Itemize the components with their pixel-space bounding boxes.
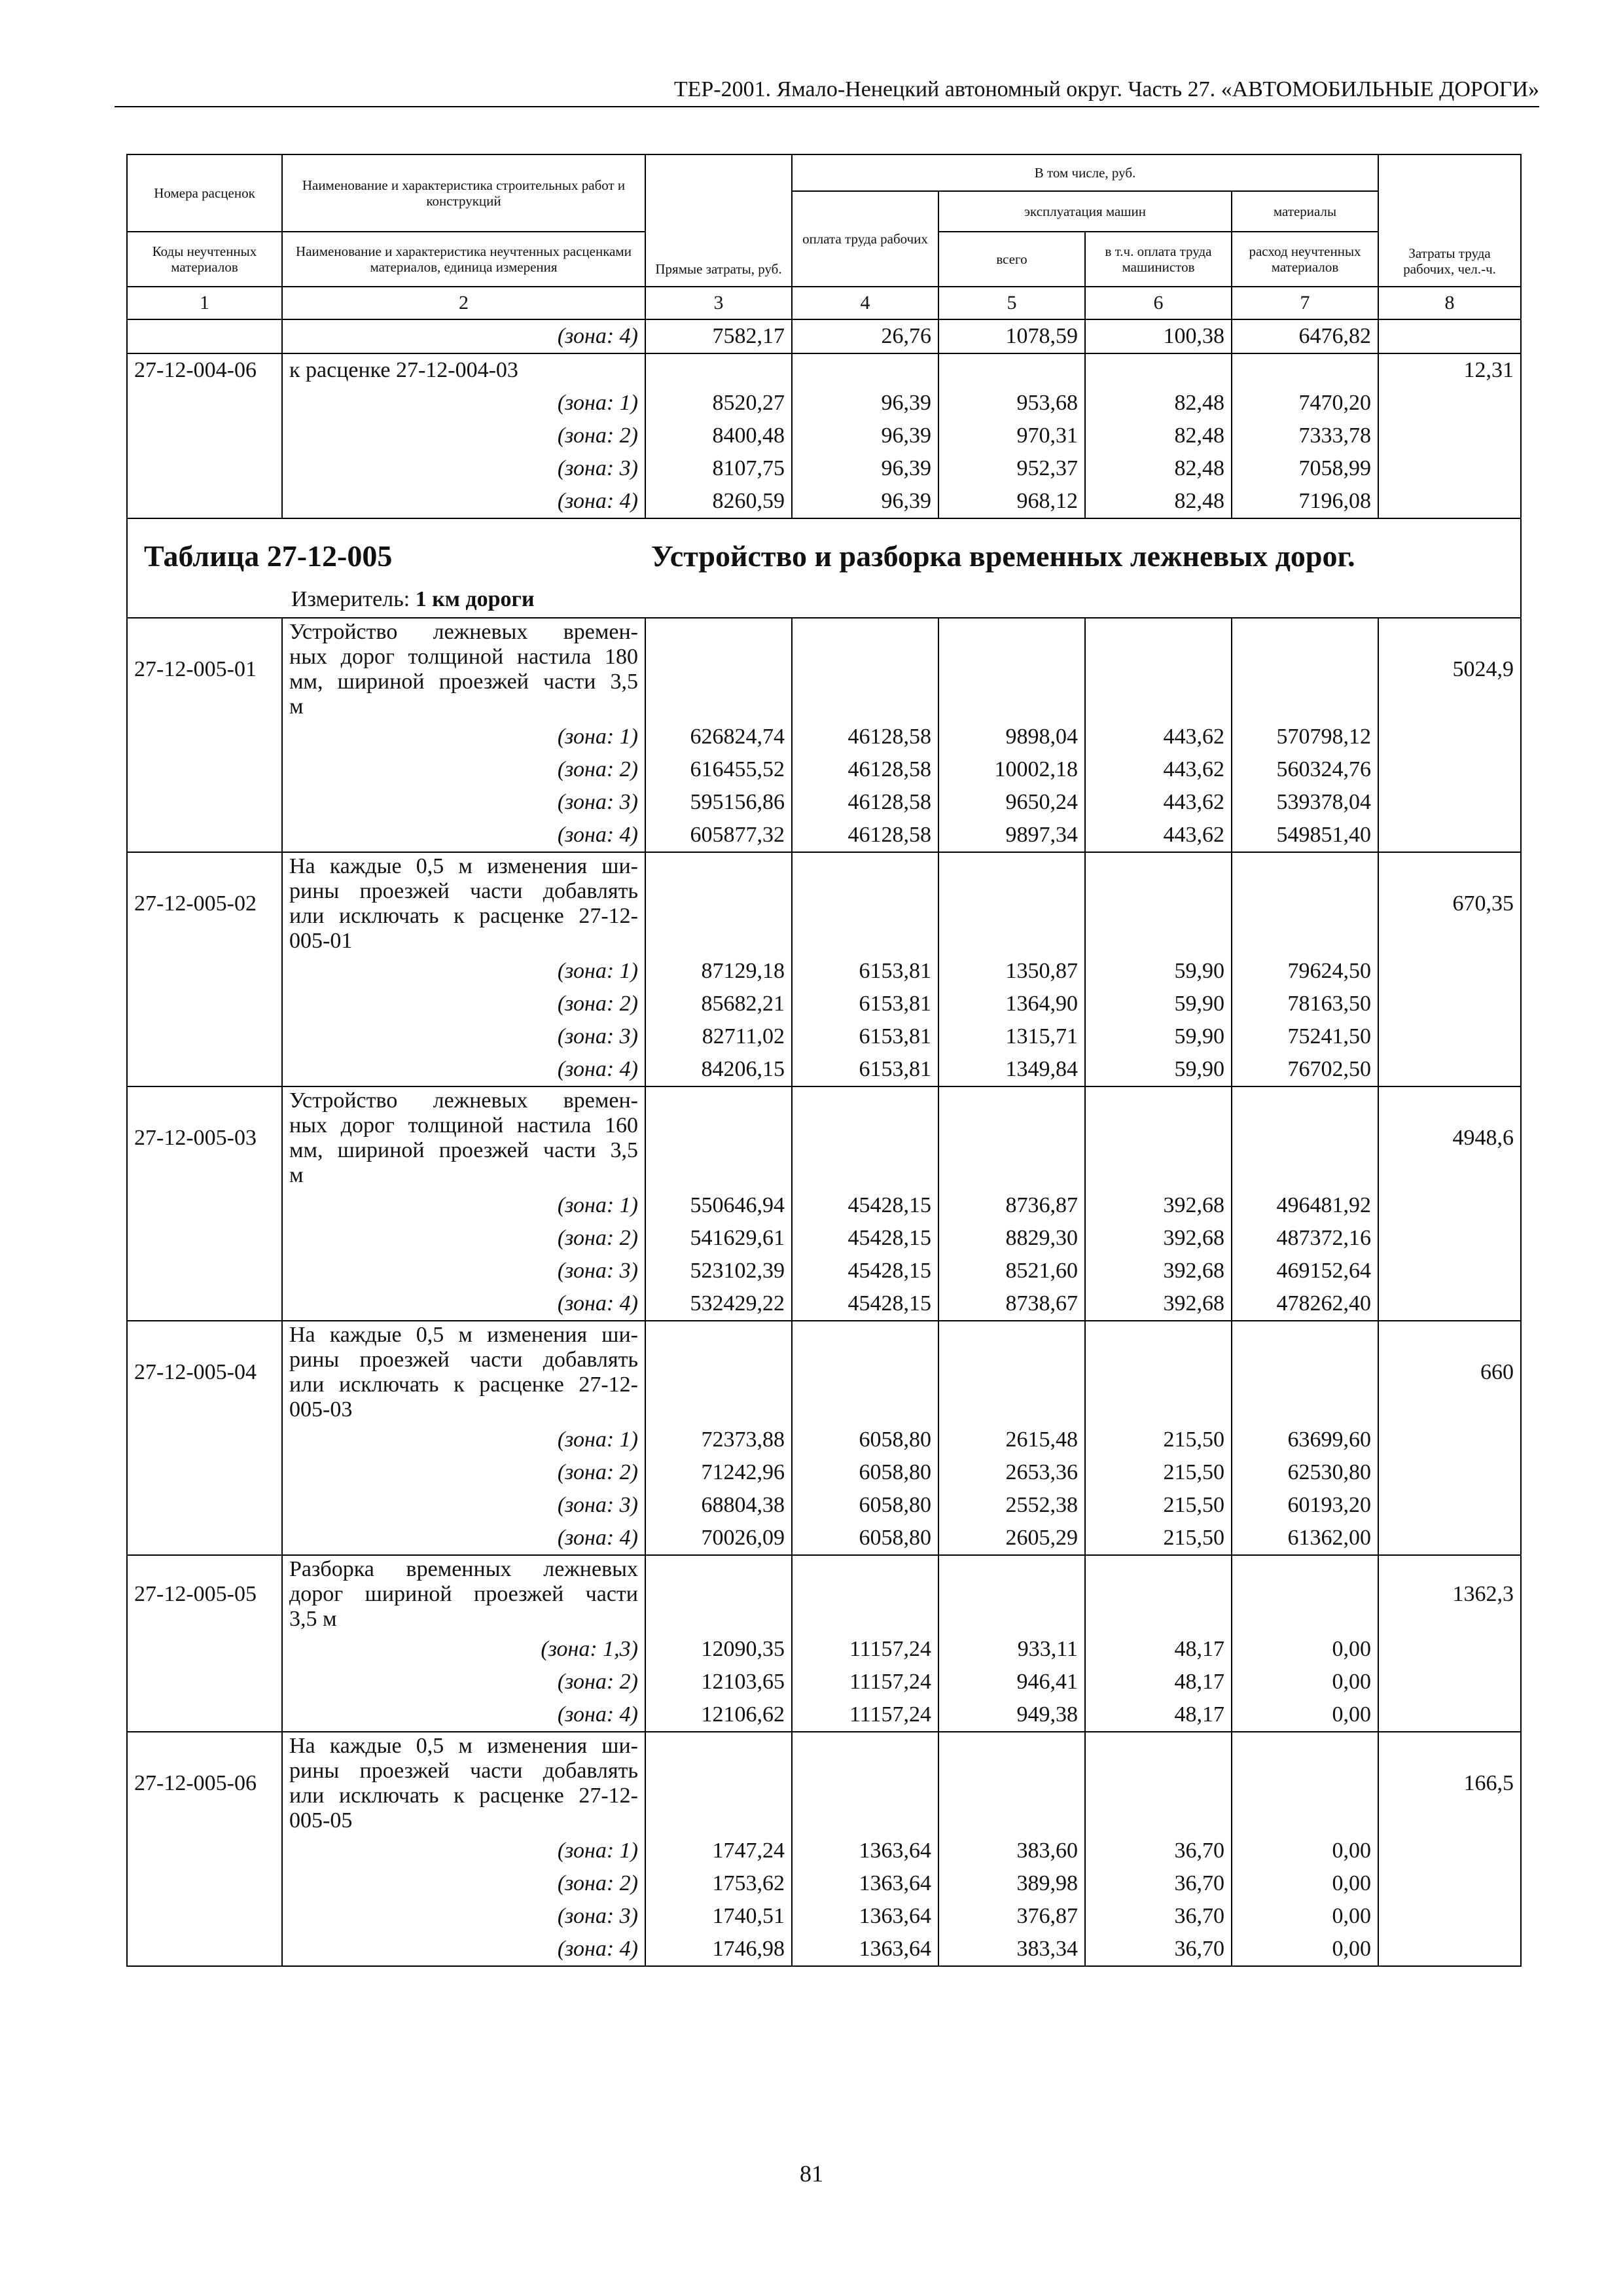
rate-row: [127, 1732, 1521, 1835]
machines-cell: 8521,60: [938, 1255, 1085, 1287]
materials-cell: 7333,78: [1232, 420, 1378, 452]
description-line: На каждые 0,5 м изменения ши-: [289, 1323, 638, 1347]
zone-label: (зона: 4): [282, 1522, 645, 1555]
direct-costs-cell: 550646,94: [645, 1189, 792, 1222]
operators-wages-cell: 392,68: [1085, 1222, 1232, 1255]
machines-cell: 2615,48: [938, 1424, 1085, 1456]
machines-cell: 383,34: [938, 1933, 1085, 1966]
col-number: 3: [645, 287, 792, 319]
direct-costs-cell: 626824,74: [645, 721, 792, 753]
page-number: 81: [800, 2161, 823, 2187]
materials-cell: 7058,99: [1232, 452, 1378, 485]
description-line: или исключать к расценке 27-12-: [289, 904, 638, 928]
zone-row: [127, 319, 1521, 353]
description-line: рины проезжей части добавлять: [289, 879, 638, 903]
operators-wages-cell: 48,17: [1085, 1633, 1232, 1666]
col-wages: оплата труда рабочих: [792, 191, 938, 287]
wages-cell: 96,39: [792, 452, 938, 485]
zone-row: [127, 753, 1521, 786]
operators-wages-cell: 215,50: [1085, 1456, 1232, 1489]
direct-costs-cell: 7582,17: [645, 319, 792, 353]
labor-cell: 1362,3: [1378, 1555, 1521, 1633]
zone-row: [127, 721, 1521, 753]
wages-cell: 6153,81: [792, 988, 938, 1020]
zone-row: [127, 1424, 1521, 1456]
col-work-name: Наименование и характеристика строительных работ и конструкций: [282, 154, 645, 232]
zone-label: (зона: 4): [282, 485, 645, 518]
col-number: 5: [938, 287, 1085, 319]
direct-costs-cell: 532429,22: [645, 1287, 792, 1321]
materials-cell: 487372,16: [1232, 1222, 1378, 1255]
wages-cell: 11157,24: [792, 1666, 938, 1698]
machines-cell: 1078,59: [938, 319, 1085, 353]
rate-code: 27-12-005-01: [127, 618, 282, 721]
direct-costs-cell: 1747,24: [645, 1835, 792, 1867]
machines-cell: 9897,34: [938, 819, 1085, 852]
materials-cell: 0,00: [1232, 1633, 1378, 1666]
col-rate-numbers: Номера расценок: [127, 154, 282, 232]
table-number: Таблица 27-12-005: [144, 539, 393, 573]
machines-cell: 968,12: [938, 485, 1085, 518]
wages-cell: 45428,15: [792, 1255, 938, 1287]
zone-row: [127, 1867, 1521, 1900]
wages-cell: 11157,24: [792, 1698, 938, 1732]
col-number: 2: [282, 287, 645, 319]
rate-code: 27-12-005-05: [127, 1555, 282, 1633]
measure-prefix: Измеритель:: [291, 587, 410, 611]
wages-cell: 46128,58: [792, 721, 938, 753]
zone-label: (зона: 1): [282, 1835, 645, 1867]
description-line: Устройство лежневых времен-: [289, 620, 638, 644]
labor-cell: 670,35: [1378, 852, 1521, 955]
col-material-name: Наименование и характеристика неучтенных расценками материалов, единица измерения: [282, 232, 645, 287]
labor-cell: 12,31: [1378, 353, 1521, 387]
direct-costs-cell: 72373,88: [645, 1424, 792, 1456]
zone-label: (зона: 3): [282, 1489, 645, 1522]
direct-costs-cell: 523102,39: [645, 1255, 792, 1287]
zone-row: [127, 1287, 1521, 1321]
machines-cell: 1364,90: [938, 988, 1085, 1020]
direct-costs-cell: 85682,21: [645, 988, 792, 1020]
col-number: 4: [792, 287, 938, 319]
col-number: 1: [127, 287, 282, 319]
rate-code: 27-12-004-06: [127, 353, 282, 387]
col-machines-total: всего: [938, 232, 1085, 287]
zone-row: [127, 1255, 1521, 1287]
machines-cell: 1350,87: [938, 955, 1085, 988]
zone-row: [127, 1900, 1521, 1933]
operators-wages-cell: 443,62: [1085, 819, 1232, 852]
zone-label: (зона: 2): [282, 988, 645, 1020]
col-including: В том числе, руб.: [792, 154, 1378, 191]
column-numbers-row: [127, 287, 1521, 319]
table-body: [127, 319, 1521, 1966]
description-line: или исключать к расценке 27-12-: [289, 1784, 638, 1808]
direct-costs-cell: 1746,98: [645, 1933, 792, 1966]
direct-costs-cell: 84206,15: [645, 1053, 792, 1086]
zone-label: (зона: 1): [282, 387, 645, 420]
machines-cell: 2653,36: [938, 1456, 1085, 1489]
operators-wages-cell: 82,48: [1085, 420, 1232, 452]
wages-cell: 96,39: [792, 420, 938, 452]
wages-cell: 6058,80: [792, 1424, 938, 1456]
zone-row: [127, 1666, 1521, 1698]
zone-label: (зона: 1,3): [282, 1633, 645, 1666]
col-number: 8: [1378, 287, 1521, 319]
machines-cell: 970,31: [938, 420, 1085, 452]
wages-cell: 1363,64: [792, 1835, 938, 1867]
col-materials: материалы: [1232, 191, 1378, 232]
wages-cell: 6153,81: [792, 1053, 938, 1086]
rate-row: [127, 1086, 1521, 1189]
wages-cell: 46128,58: [792, 753, 938, 786]
direct-costs-cell: 70026,09: [645, 1522, 792, 1555]
wages-cell: 1363,64: [792, 1867, 938, 1900]
machines-cell: 949,38: [938, 1698, 1085, 1732]
direct-costs-cell: 12090,35: [645, 1633, 792, 1666]
direct-costs-cell: 71242,96: [645, 1456, 792, 1489]
rate-description: [282, 1555, 645, 1633]
rate-code: 27-12-005-02: [127, 852, 282, 955]
labor-cell: 5024,9: [1378, 618, 1521, 721]
direct-costs-cell: 616455,52: [645, 753, 792, 786]
col-labor: Затраты труда рабочих, чел.-ч.: [1378, 154, 1521, 287]
machines-cell: 10002,18: [938, 753, 1085, 786]
operators-wages-cell: 36,70: [1085, 1933, 1232, 1966]
zone-row: [127, 1698, 1521, 1732]
zone-label: (зона: 3): [282, 786, 645, 819]
operators-wages-cell: 36,70: [1085, 1867, 1232, 1900]
machines-cell: 1315,71: [938, 1020, 1085, 1053]
rate-description: [282, 618, 645, 721]
wages-cell: 26,76: [792, 319, 938, 353]
col-unaccounted-materials: расход неучтенных материалов: [1232, 232, 1378, 287]
direct-costs-cell: 68804,38: [645, 1489, 792, 1522]
operators-wages-cell: 392,68: [1085, 1287, 1232, 1321]
description-line: На каждые 0,5 м изменения ши-: [289, 854, 638, 878]
zone-label: (зона: 2): [282, 1867, 645, 1900]
zone-label: (зона: 2): [282, 1456, 645, 1489]
wages-cell: 45428,15: [792, 1189, 938, 1222]
running-header: ТЕР-2001. Ямало-Ненецкий автономный округ. Часть 27. «АВТОМОБИЛЬНЫЕ ДОРОГИ»: [115, 73, 1539, 107]
description-line: ных дорог толщиной настила 160: [289, 1113, 638, 1138]
operators-wages-cell: 392,68: [1085, 1255, 1232, 1287]
machines-cell: 9898,04: [938, 721, 1085, 753]
materials-cell: 62530,80: [1232, 1456, 1378, 1489]
rate-description: [282, 1086, 645, 1189]
operators-wages-cell: 215,50: [1085, 1522, 1232, 1555]
materials-cell: 7196,08: [1232, 485, 1378, 518]
table-title: Устройство и разборка временных лежневых дорог.: [651, 539, 1355, 573]
table-header: [127, 154, 1521, 319]
rate-name: к расценке 27-12-004-03: [282, 353, 645, 387]
direct-costs-cell: 8520,27: [645, 387, 792, 420]
rate-code: 27-12-005-03: [127, 1086, 282, 1189]
description-line: рины проезжей части добавлять: [289, 1348, 638, 1372]
zone-label: (зона: 3): [282, 1255, 645, 1287]
rate-code: 27-12-005-04: [127, 1321, 282, 1424]
materials-cell: 61362,00: [1232, 1522, 1378, 1555]
direct-costs-cell: 8400,48: [645, 420, 792, 452]
zone-label: (зона: 3): [282, 1020, 645, 1053]
col-direct-costs: Прямые затраты, руб.: [645, 154, 792, 287]
machines-cell: 952,37: [938, 452, 1085, 485]
col-codes: Коды неучтенных материалов: [127, 232, 282, 287]
zone-row: [127, 1633, 1521, 1666]
zone-row: [127, 452, 1521, 485]
operators-wages-cell: 100,38: [1085, 319, 1232, 353]
zone-label: (зона: 2): [282, 420, 645, 452]
description-line: или исключать к расценке 27-12-: [289, 1372, 638, 1397]
operators-wages-cell: 36,70: [1085, 1900, 1232, 1933]
materials-cell: 560324,76: [1232, 753, 1378, 786]
materials-cell: 0,00: [1232, 1900, 1378, 1933]
machines-cell: 933,11: [938, 1633, 1085, 1666]
operators-wages-cell: 59,90: [1085, 955, 1232, 988]
zone-label: (зона: 2): [282, 1222, 645, 1255]
zone-row: [127, 1835, 1521, 1867]
zone-label: (зона: 4): [282, 1287, 645, 1321]
materials-cell: 0,00: [1232, 1867, 1378, 1900]
zone-label: (зона: 1): [282, 955, 645, 988]
zone-row: [127, 1222, 1521, 1255]
operators-wages-cell: 443,62: [1085, 753, 1232, 786]
direct-costs-cell: 1753,62: [645, 1867, 792, 1900]
zone-row: [127, 1189, 1521, 1222]
zone-label: (зона: 4): [282, 319, 645, 353]
zone-label: (зона: 4): [282, 819, 645, 852]
table-title-row: [127, 518, 1521, 618]
rate-code: 27-12-005-06: [127, 1732, 282, 1835]
zone-row: [127, 485, 1521, 518]
operators-wages-cell: 215,50: [1085, 1424, 1232, 1456]
zone-label: (зона: 3): [282, 452, 645, 485]
machines-cell: 376,87: [938, 1900, 1085, 1933]
materials-cell: 60193,20: [1232, 1489, 1378, 1522]
zone-label: (зона: 3): [282, 1900, 645, 1933]
col-number: 7: [1232, 287, 1378, 319]
operators-wages-cell: 59,90: [1085, 1020, 1232, 1053]
machines-cell: 383,60: [938, 1835, 1085, 1867]
zone-row: [127, 1933, 1521, 1966]
materials-cell: 0,00: [1232, 1835, 1378, 1867]
zone-row: [127, 420, 1521, 452]
zone-label: (зона: 1): [282, 721, 645, 753]
zone-row: [127, 387, 1521, 420]
labor-cell: 166,5: [1378, 1732, 1521, 1835]
labor-cell: 4948,6: [1378, 1086, 1521, 1189]
zone-label: (зона: 4): [282, 1053, 645, 1086]
rate-row: [127, 852, 1521, 955]
direct-costs-cell: 12106,62: [645, 1698, 792, 1732]
zone-label: (зона: 1): [282, 1424, 645, 1456]
description-line: мм, шириной проезжей части 3,5: [289, 670, 638, 694]
materials-cell: 549851,40: [1232, 819, 1378, 852]
zone-row: [127, 1489, 1521, 1522]
rate-description: [282, 1732, 645, 1835]
rate-row: [127, 353, 1521, 387]
wages-cell: 46128,58: [792, 786, 938, 819]
wages-cell: 6058,80: [792, 1522, 938, 1555]
zone-label: (зона: 2): [282, 1666, 645, 1698]
zone-row: [127, 819, 1521, 852]
materials-cell: 469152,64: [1232, 1255, 1378, 1287]
direct-costs-cell: 1740,51: [645, 1900, 792, 1933]
machines-cell: 8738,67: [938, 1287, 1085, 1321]
operators-wages-cell: 36,70: [1085, 1835, 1232, 1867]
machines-cell: 2605,29: [938, 1522, 1085, 1555]
description-line: На каждые 0,5 м изменения ши-: [289, 1734, 638, 1758]
zone-row: [127, 955, 1521, 988]
machines-cell: 953,68: [938, 387, 1085, 420]
measure-unit: [291, 583, 535, 616]
materials-cell: 0,00: [1232, 1666, 1378, 1698]
rates-table: [126, 154, 1522, 1967]
operators-wages-cell: 82,48: [1085, 485, 1232, 518]
zone-row: [127, 1020, 1521, 1053]
description-line: 005-03: [289, 1397, 353, 1422]
direct-costs-cell: 87129,18: [645, 955, 792, 988]
description-line: 3,5 м: [289, 1607, 337, 1631]
operators-wages-cell: 59,90: [1085, 988, 1232, 1020]
direct-costs-cell: 541629,61: [645, 1222, 792, 1255]
wages-cell: 46128,58: [792, 819, 938, 852]
materials-cell: 78163,50: [1232, 988, 1378, 1020]
description-line: Разборка временных лежневых: [289, 1557, 638, 1581]
col-machines: эксплуатация машин: [938, 191, 1232, 232]
machines-cell: 1349,84: [938, 1053, 1085, 1086]
materials-cell: 7470,20: [1232, 387, 1378, 420]
materials-cell: 478262,40: [1232, 1287, 1378, 1321]
rate-row: [127, 618, 1521, 721]
wages-cell: 6058,80: [792, 1489, 938, 1522]
machines-cell: 8829,30: [938, 1222, 1085, 1255]
materials-cell: 75241,50: [1232, 1020, 1378, 1053]
zone-label: (зона: 4): [282, 1698, 645, 1732]
wages-cell: 1363,64: [792, 1933, 938, 1966]
direct-costs-cell: 82711,02: [645, 1020, 792, 1053]
materials-cell: 76702,50: [1232, 1053, 1378, 1086]
materials-cell: 570798,12: [1232, 721, 1378, 753]
materials-cell: 496481,92: [1232, 1189, 1378, 1222]
wages-cell: 96,39: [792, 387, 938, 420]
operators-wages-cell: 392,68: [1085, 1189, 1232, 1222]
measure-value: 1 км дороги: [415, 587, 535, 611]
zone-row: [127, 1456, 1521, 1489]
operators-wages-cell: 443,62: [1085, 786, 1232, 819]
operators-wages-cell: 59,90: [1085, 1053, 1232, 1086]
machines-cell: 2552,38: [938, 1489, 1085, 1522]
machines-cell: 8736,87: [938, 1189, 1085, 1222]
operators-wages-cell: 443,62: [1085, 721, 1232, 753]
direct-costs-cell: 595156,86: [645, 786, 792, 819]
wages-cell: 1363,64: [792, 1900, 938, 1933]
materials-cell: 539378,04: [1232, 786, 1378, 819]
rate-row: [127, 1555, 1521, 1633]
description-line: ных дорог толщиной настила 180: [289, 645, 638, 669]
materials-cell: 0,00: [1232, 1933, 1378, 1966]
materials-cell: 0,00: [1232, 1698, 1378, 1732]
operators-wages-cell: 48,17: [1085, 1666, 1232, 1698]
wages-cell: 6153,81: [792, 955, 938, 988]
materials-cell: 63699,60: [1232, 1424, 1378, 1456]
wages-cell: 11157,24: [792, 1633, 938, 1666]
zone-row: [127, 1053, 1521, 1086]
zone-label: (зона: 1): [282, 1189, 645, 1222]
wages-cell: 45428,15: [792, 1222, 938, 1255]
direct-costs-cell: 8260,59: [645, 485, 792, 518]
description-line: 005-05: [289, 1808, 353, 1833]
zone-row: [127, 988, 1521, 1020]
direct-costs-cell: 605877,32: [645, 819, 792, 852]
direct-costs-cell: 8107,75: [645, 452, 792, 485]
col-number: 6: [1085, 287, 1232, 319]
direct-costs-cell: 12103,65: [645, 1666, 792, 1698]
materials-cell: 79624,50: [1232, 955, 1378, 988]
operators-wages-cell: 215,50: [1085, 1489, 1232, 1522]
labor-cell: 660: [1378, 1321, 1521, 1424]
zone-row: [127, 1522, 1521, 1555]
description-line: м: [289, 1163, 304, 1187]
description-line: дорог шириной проезжей части: [289, 1582, 638, 1606]
wages-cell: 6153,81: [792, 1020, 938, 1053]
wages-cell: 45428,15: [792, 1287, 938, 1321]
wages-cell: 6058,80: [792, 1456, 938, 1489]
rate-description: [282, 852, 645, 955]
machines-cell: 9650,24: [938, 786, 1085, 819]
machines-cell: 389,98: [938, 1867, 1085, 1900]
zone-row: [127, 786, 1521, 819]
zone-label: (зона: 2): [282, 753, 645, 786]
operators-wages-cell: 48,17: [1085, 1698, 1232, 1732]
rate-description: [282, 1321, 645, 1424]
description-line: мм, шириной проезжей части 3,5: [289, 1138, 638, 1162]
machines-cell: 946,41: [938, 1666, 1085, 1698]
operators-wages-cell: 82,48: [1085, 387, 1232, 420]
description-line: 005-01: [289, 929, 353, 953]
description-line: м: [289, 694, 304, 719]
zone-label: (зона: 4): [282, 1933, 645, 1966]
operators-wages-cell: 82,48: [1085, 452, 1232, 485]
materials-cell: 6476,82: [1232, 319, 1378, 353]
col-operators-wages: в т.ч. оплата труда машинистов: [1085, 232, 1232, 287]
wages-cell: 96,39: [792, 485, 938, 518]
description-line: рины проезжей части добавлять: [289, 1759, 638, 1783]
rate-row: [127, 1321, 1521, 1424]
description-line: Устройство лежневых времен-: [289, 1088, 638, 1113]
